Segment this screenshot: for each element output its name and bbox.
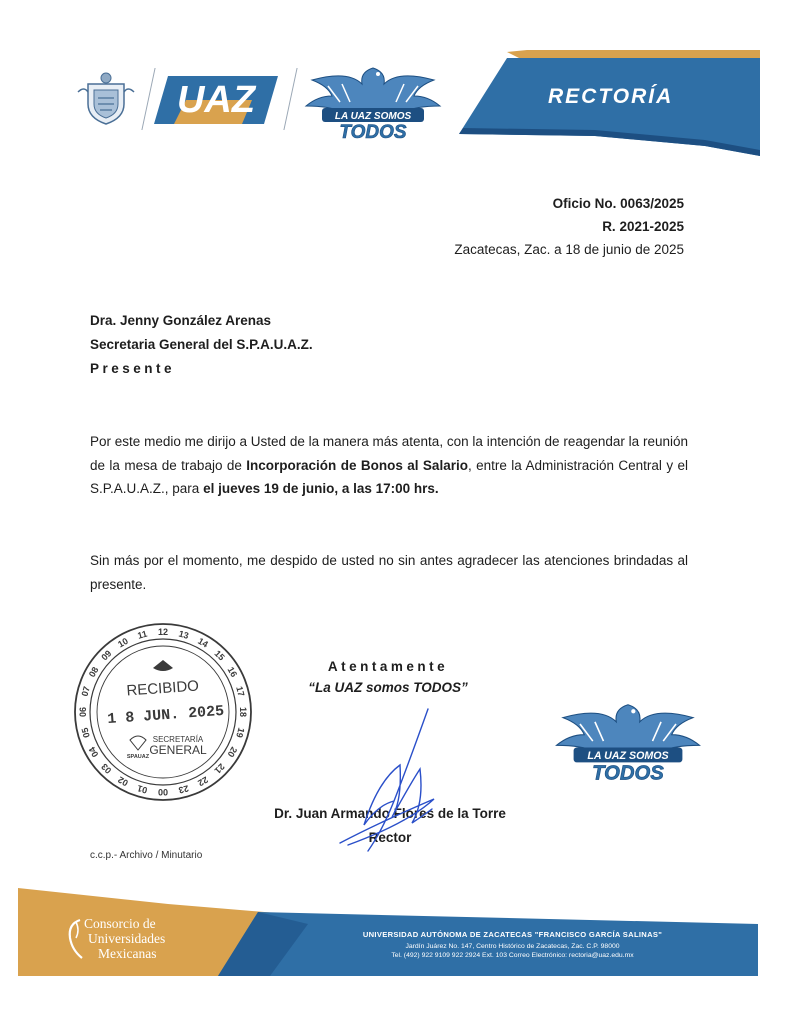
consorcio-line-1: Consorcio de bbox=[84, 916, 156, 931]
todos-logo-icon bbox=[298, 62, 448, 140]
stamp-general: GENERAL bbox=[149, 743, 207, 757]
signer-title: Rector bbox=[368, 830, 412, 845]
addressee-block bbox=[90, 309, 313, 381]
stamp-hour-16: 16 bbox=[225, 665, 240, 679]
consorcio-line-3: Mexicanas bbox=[98, 946, 157, 961]
body-paragraph-1 bbox=[90, 430, 688, 501]
p1-topic: Incorporación de Bonos al Salario bbox=[246, 457, 468, 473]
stamp-hour-02: 02 bbox=[116, 774, 130, 789]
stamp-hour-23: 23 bbox=[177, 783, 190, 796]
consorcio-logo bbox=[84, 916, 165, 961]
stamp-secretaria: SECRETARÍA bbox=[152, 735, 204, 744]
uaz-logo-text: UAZ bbox=[176, 79, 256, 121]
footer-contact bbox=[290, 930, 735, 959]
addressee-name: Dra. Jenny González Arenas bbox=[90, 313, 272, 328]
todos-logo-top: LA UAZ SOMOS bbox=[334, 111, 412, 122]
footer-contact-line: Tel. (492) 922 9109 922 2924 Ext. 103 Correo Electrónico: rectoria@uaz.edu.mx bbox=[391, 952, 634, 959]
stamp-hour-20: 20 bbox=[225, 745, 240, 759]
stamp-hour-19: 19 bbox=[234, 726, 247, 739]
handwritten-signature bbox=[338, 705, 448, 855]
stamp-hour-00: 00 bbox=[157, 787, 169, 797]
footer-university: UNIVERSIDAD AUTÓNOMA DE ZACATECAS "FRANCISCO GARCÍA SALINAS" bbox=[362, 930, 663, 939]
stamp-hour-13: 13 bbox=[177, 628, 190, 641]
stamp-hour-08: 08 bbox=[86, 665, 101, 679]
todos-secondary-bottom: TODOS bbox=[592, 762, 664, 782]
stamp-hour-10: 10 bbox=[116, 635, 130, 650]
todos-logo-secondary-icon bbox=[548, 698, 708, 782]
todos-secondary-top: LA UAZ SOMOS bbox=[587, 750, 669, 763]
stamp-hour-09: 09 bbox=[99, 648, 114, 663]
consorcio-icon bbox=[66, 916, 86, 960]
closing-atentamente: Atentamente bbox=[327, 659, 449, 674]
addressee-position: Secretaria General del S.P.A.U.A.Z. bbox=[90, 337, 313, 352]
stamp-spauaz: SPAUAZ bbox=[126, 754, 150, 760]
footer-address: Jardín Juárez No. 147, Centro Histórico de Zacatecas, Zac. C.P. 98000 bbox=[405, 943, 620, 950]
addressee-presente: Presente bbox=[90, 361, 176, 376]
university-seal-icon bbox=[76, 70, 136, 126]
stamp-hour-04: 04 bbox=[86, 745, 101, 759]
signer-name: Dr. Juan Armando Flores de la Torre bbox=[274, 806, 506, 821]
ccp-note: c.c.p.- Archivo / Minutario bbox=[90, 850, 203, 861]
stamp-hour-12: 12 bbox=[157, 627, 169, 637]
rectorate-period: R. 2021-2025 bbox=[602, 219, 684, 234]
stamp-hour-03: 03 bbox=[99, 761, 114, 776]
uaz-logo-icon bbox=[152, 66, 282, 136]
closing-block bbox=[288, 659, 488, 695]
stamp-hour-22: 22 bbox=[196, 774, 210, 789]
stamp-hour-11: 11 bbox=[136, 628, 149, 641]
stamp-hour-07: 07 bbox=[79, 685, 92, 698]
stamp-hour-14: 14 bbox=[196, 635, 210, 650]
stamp-date: 1 8 JUN. 2025 bbox=[106, 702, 225, 729]
consorcio-line-2: Universidades bbox=[88, 931, 166, 946]
reference-block bbox=[454, 192, 684, 261]
p1-text-c: , entre la Administración Central y el S.P.A.U.A.Z., para bbox=[90, 457, 688, 496]
todos-logo-bottom: TODOS bbox=[339, 122, 407, 140]
closing-motto: “La UAZ somos TODOS” bbox=[308, 680, 468, 695]
place-date: Zacatecas, Zac. a 18 de junio de 2025 bbox=[454, 242, 684, 257]
header-logos bbox=[70, 62, 450, 142]
stamp-hour-01: 01 bbox=[136, 783, 149, 796]
oficio-number: Oficio No. 0063/2025 bbox=[552, 196, 684, 211]
stamp-hour-17: 17 bbox=[234, 685, 247, 698]
department-title: RECTORÍA bbox=[548, 85, 674, 108]
p1-datetime: el jueves 19 de junio, a las 17:00 hrs. bbox=[203, 481, 439, 496]
stamp-hour-18: 18 bbox=[238, 706, 248, 718]
p1-text-a: Por este medio me dirijo a Usted de la manera más atenta, con la intención de reagendar la reunión de la mesa de trabajo de bbox=[90, 434, 688, 473]
stamp-hour-21: 21 bbox=[212, 761, 227, 776]
stamp-hour-05: 05 bbox=[79, 726, 92, 739]
stamp-recibido: RECIBIDO bbox=[125, 677, 200, 700]
body-paragraph-2: Sin más por el momento, me despido de usted no sin antes agradecer las atenciones brindadas al presente. bbox=[90, 553, 688, 592]
received-stamp bbox=[68, 620, 258, 804]
stamp-hour-06: 06 bbox=[78, 706, 88, 718]
stamp-hour-15: 15 bbox=[212, 648, 227, 663]
